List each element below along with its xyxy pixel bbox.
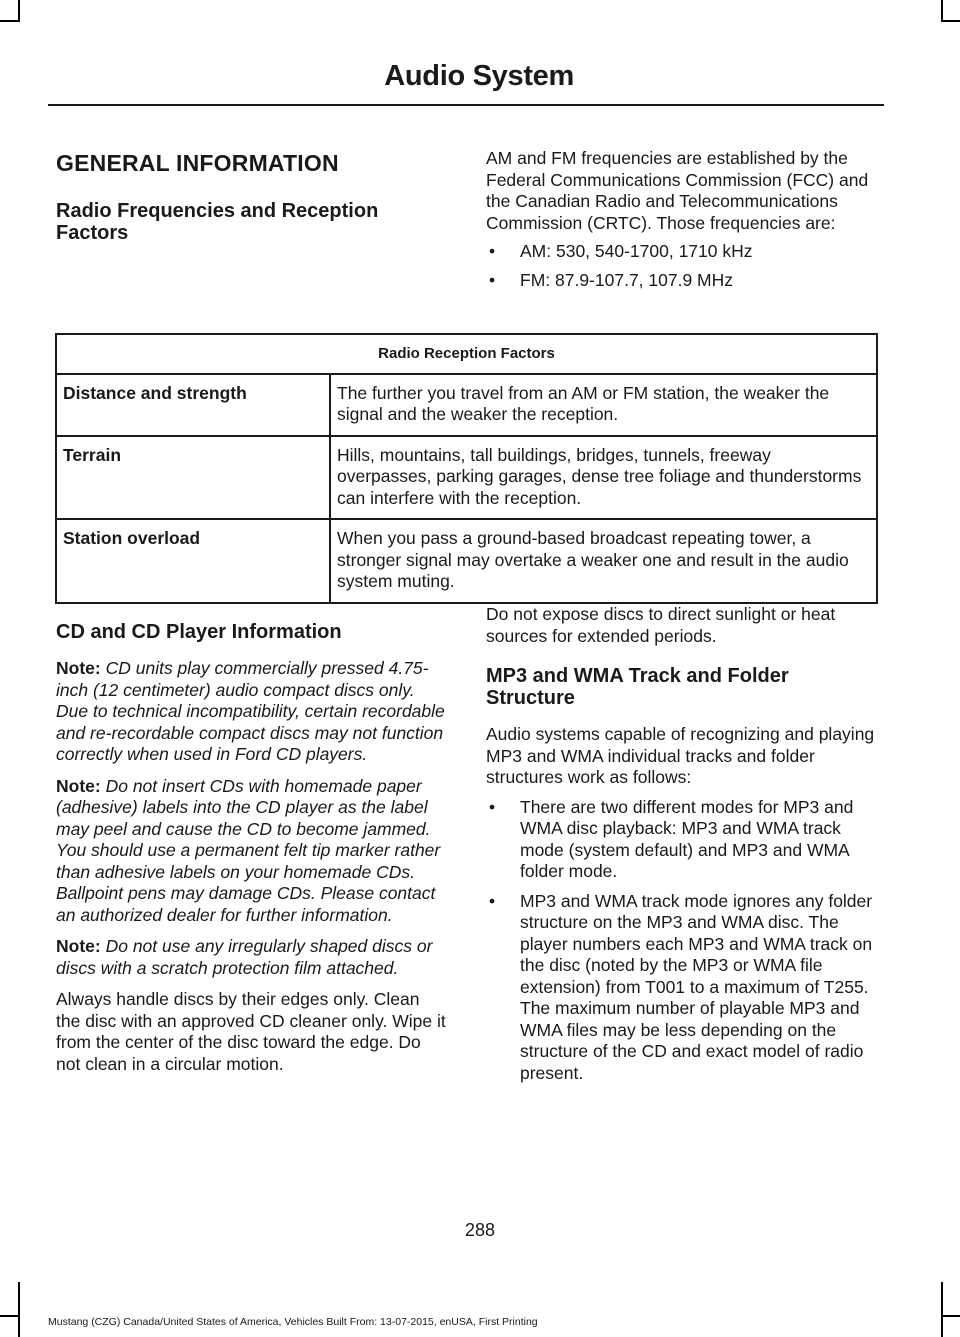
list-item: • There are two different modes for MP3 and WMA disc playback: MP3 and WMA track mode (system default) and MP3 and WMA folder mode. <box>486 797 882 883</box>
disc-handling-text: Always handle discs by their edges only. Clean the disc with an approved CD cleaner only. Wipe it from the center of the disc toward the edge. Do not clean in a circular motion. <box>56 989 446 1074</box>
page-number: 288 <box>464 1220 496 1240</box>
table-row <box>56 374 877 436</box>
mp3-mode-list <box>486 797 882 1085</box>
note-label: Note: <box>56 775 101 796</box>
table-row <box>56 436 877 520</box>
list-item: • FM: 87.9-107.7, 107.9 MHz <box>486 270 882 292</box>
table-title-row <box>56 334 877 374</box>
note-text: Do not use any irregularly shaped discs or discs with a scratch protection film attached. <box>56 936 433 978</box>
note-text: Do not insert CDs with homemade paper (adhesive) labels into the CD player as the label may peel and cause the CD to become jammed. You should use a permanent felt tip marker rather than adhesive labels on your homemade CDs. Ballpoint pens may damage CDs. Please contact an authorized dealer for further information. <box>56 775 441 925</box>
list-item: • AM: 530, 540-1700, 1710 kHz <box>486 241 882 263</box>
note-paragraph <box>56 658 448 766</box>
note-paragraph <box>56 936 448 979</box>
note-label: Note: <box>56 658 101 678</box>
factor-cell: Station overload <box>56 519 330 603</box>
cd-section <box>56 621 448 1075</box>
table-title: Radio Reception Factors <box>56 334 877 374</box>
table-row <box>56 519 877 603</box>
description-cell: The further you travel from an AM or FM station, the weaker the signal and the weaker the reception. <box>330 374 877 436</box>
list-item: • MP3 and WMA track mode ignores any folder structure on the MP3 and WMA disc. The player numbers each MP3 and WMA track on the disc (noted by the MP3 or WMA file extension) from T001 to a maximum of T255. The maximum number of playable MP3 and WMA files may be less depending on the structure of the CD and exact model of radio present. <box>486 891 882 1085</box>
page-header-title: Audio System <box>384 60 574 92</box>
description-cell: Hills, mountains, tall buildings, bridges, tunnels, freeway overpasses, parking garages, dense tree foliage and thunderstorms can interfere with the reception. <box>330 436 877 520</box>
note-label: Note: <box>56 936 101 956</box>
sunlight-text: Do not expose discs to direct sunlight or heat sources for extended periods. <box>486 604 836 646</box>
section-heading: GENERAL INFORMATION <box>56 150 339 176</box>
frequencies-intro: AM and FM frequencies are established by the Federal Communications Commission (FCC) and the Canadian Radio and Telecommunications Commission (CRTC). Those frequencies are: <box>486 148 869 233</box>
note-text: CD units play commercially pressed 4.75-inch (12 centimeter) audio compact discs only. Due to technical incompatibility, certain recordable and re-recordable compact discs may not function correctly when used in Ford CD players. <box>56 658 445 764</box>
crop-mark <box>18 0 20 22</box>
frequency-list <box>486 241 882 291</box>
factor-cell: Terrain <box>56 436 330 520</box>
frequencies-section <box>486 148 882 291</box>
subsection-heading: Radio Frequencies and Reception Factors <box>56 200 379 244</box>
crop-mark <box>941 1315 960 1317</box>
crop-mark <box>18 1282 20 1337</box>
cd-continued-section <box>486 604 882 1084</box>
crop-mark <box>941 20 960 22</box>
crop-mark <box>0 20 18 22</box>
mp3-heading: MP3 and WMA Track and Folder Structure <box>486 665 789 709</box>
page-footer: Mustang (CZG) Canada/United States of America, Vehicles Built From: 13-07-2015, enUSA, First Printing <box>48 1316 538 1328</box>
cd-heading: CD and CD Player Information <box>56 621 342 643</box>
header-rule <box>48 104 884 106</box>
description-cell: When you pass a ground-based broadcast repeating tower, a stronger signal may overtake a weaker one and result in the audio system muting. <box>330 519 877 603</box>
factor-cell: Distance and strength <box>56 374 330 436</box>
crop-mark <box>941 1282 943 1337</box>
note-paragraph <box>56 776 448 927</box>
radio-reception-table <box>55 333 878 604</box>
mp3-intro: Audio systems capable of recognizing and playing MP3 and WMA individual tracks and folder structures work as follows: <box>486 724 875 787</box>
crop-mark <box>941 0 943 22</box>
general-info-section <box>56 150 448 244</box>
crop-mark <box>0 1315 18 1317</box>
